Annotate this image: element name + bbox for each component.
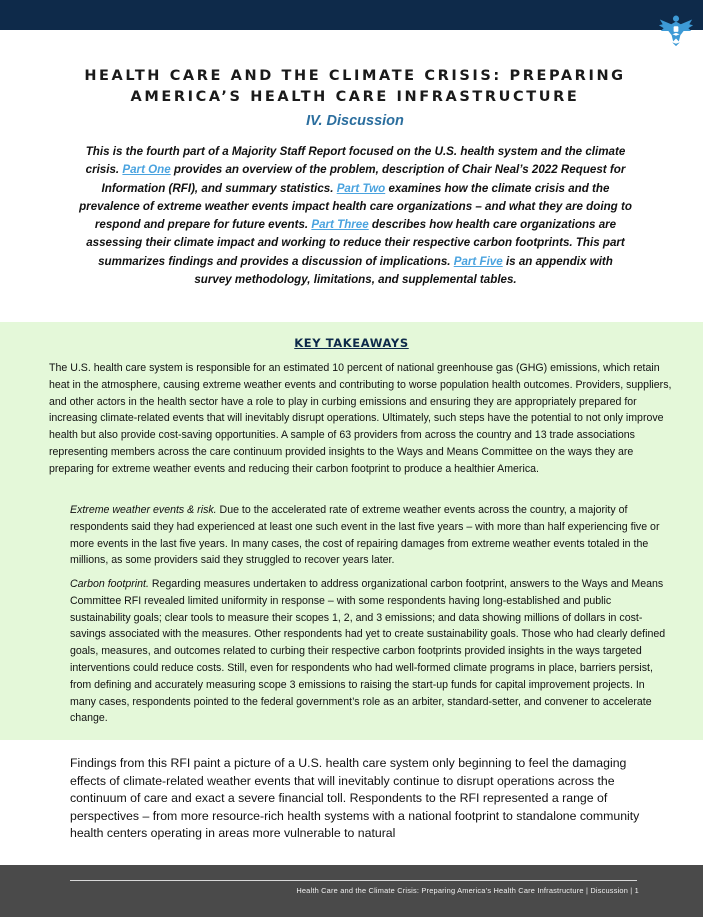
section-subtitle: IV. Discussion bbox=[306, 113, 404, 129]
takeaway-carbon-footprint bbox=[70, 576, 670, 727]
intro-text: describes how health care organizations are assessing their climate impact and working to reduce their respective carbon footprints. This part summarizes findings and provides a discussion of implications. bbox=[86, 218, 625, 268]
page-footer bbox=[0, 865, 703, 917]
eagle-seal-icon bbox=[657, 11, 695, 49]
footer-divider bbox=[70, 880, 637, 881]
part-two-link[interactable]: Part Two bbox=[336, 181, 386, 195]
page-title-line-1: HEALTH CARE AND THE CLIMATE CRISIS: PREPARING bbox=[84, 68, 626, 84]
key-takeaways-heading: KEY TAKEAWAYS bbox=[294, 336, 409, 350]
header-bar bbox=[0, 0, 703, 30]
findings-paragraph: Findings from this RFI paint a picture of a U.S. health care system only beginning to feel the damaging effects of climate-related weather events that will inevitably continue to disrupt operations across the continuum of care and exact a severe financial toll. Respondents to the RFI represented a range of perspectives – from more resource-rich health systems with a national footprint to standalone community health centers operating in areas more vulnerable to natural bbox=[70, 756, 640, 841]
intro-text: is an appendix with survey methodology, limitations, and supplemental tables. bbox=[194, 254, 613, 287]
footer-running-title: Health Care and the Climate Crisis: Preparing America’s Health Care Infrastructure | Discussion | 1 bbox=[296, 886, 639, 895]
takeaway-extreme-weather bbox=[70, 502, 670, 569]
takeaway-label: Carbon footprint. bbox=[70, 578, 149, 590]
intro-paragraph bbox=[78, 143, 633, 289]
takeaway-label: Extreme weather events & risk. bbox=[70, 504, 217, 516]
takeaway-text: Due to the accelerated rate of extreme weather events across the country, a majority of respondents said they had experienced at least one such event in the last five years – with more than half experiencing five or more events in the last five years. In many cases, the cost of repairing damages from extreme weather events totaled in the millions, as some providers said they struggled to recover years later. bbox=[70, 504, 660, 567]
part-three-link[interactable]: Part Three bbox=[311, 218, 369, 232]
takeaway-text: Regarding measures undertaken to address organizational carbon footprint, answers to the Ways and Means Committee RFI revealed limited uniformity in response – with some respondents having long-established and public sustainability goals; clear tools to measure their scopes 1, 2, and 3 emissions; and data showing millions of dollars in cost-savings associated with the measures. Other respondents had yet to create sustainability goals. Those who had clearly defined goals, measures, and outcomes related to curbing their respective carbon footprints provided insights in the ways targeted interventions could reduce costs. Still, even for respondents who had well-formed climate programs in place, barriers persist, from defining and accurately measuring scope 3 emissions to raising the start-up funds for capital improvement projects. In many cases, respondents pointed to the federal government’s role as an arbiter, standard-setter, and convener to accelerate change. bbox=[70, 578, 666, 725]
key-takeaways-body: The U.S. health care system is responsible for an estimated 10 percent of national greenhouse gas (GHG) emissions, which retain heat in the atmosphere, causing extreme weather events and contributing to worse population health outcomes. Providers, suppliers, and other actors in the health sector have a role to play in curbing emissions and ensuring they are appropriately prepared for increasing climate-related events that will inevitably disrupt operations. Ultimately, such steps have the potential to not only improve health but also provide cost-saving opportunities. A sample of 63 providers from across the country and 13 trade associations representing members across the care continuum provided insights to the Ways and Means Committee on the ways they are preparing for extreme weather events and reducing their carbon footprint to produce a healthier America. bbox=[49, 362, 672, 475]
page-title-line-2: AMERICA’S HEALTH CARE INFRASTRUCTURE bbox=[130, 89, 580, 105]
intro-text: This is the fourth part of a Majority Staff Report focused on the U.S. health system and the climate crisis. bbox=[85, 145, 626, 177]
key-takeaways-section bbox=[0, 322, 703, 740]
intro-text: provides an overview of the problem, description of Chair Neal’s 2022 Request for Information (RFI), and summary statistics. bbox=[101, 163, 626, 195]
part-one-link[interactable]: Part One bbox=[122, 163, 171, 177]
page-title bbox=[40, 66, 670, 108]
part-five-link[interactable]: Part Five bbox=[453, 254, 503, 268]
intro-text: examines how the climate crisis and the prevalence of extreme weather events impact health care organizations – and what they are doing to respond and prepare for future events. bbox=[79, 181, 632, 232]
